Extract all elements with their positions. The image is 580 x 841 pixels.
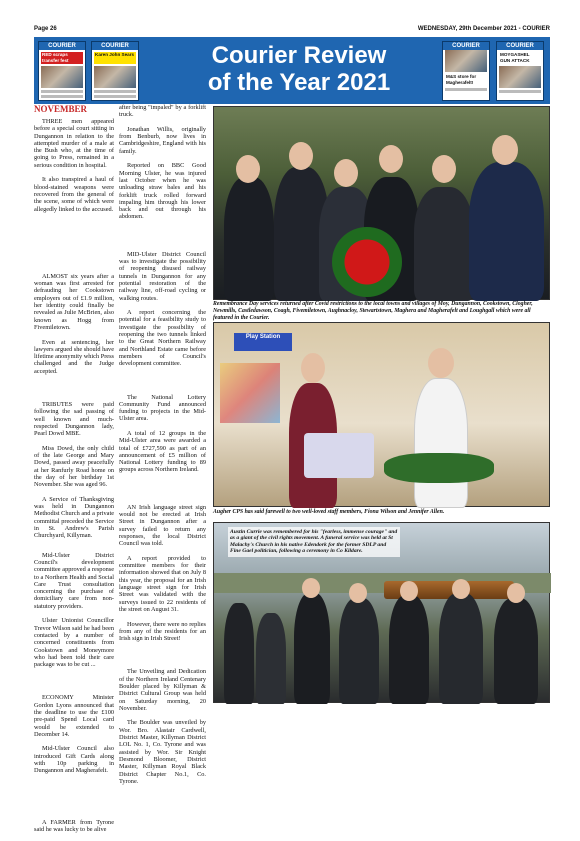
- school-farewell-photo: [213, 322, 550, 507]
- paragraph: Reported on BBC Good Morning Ulster, he was injured last October when he was unloading straw bales and his forklift truck rolled forward impaling him through his lower back and out through his abdomen.: [119, 162, 206, 221]
- paragraph: The Unveiling and Dedication of the Northern Ireland Centenary Boulder placed by Killyman & District Cultural Group was held on Saturday morning, 20 November.: [119, 668, 206, 712]
- banner-title-line: of the Year 2021: [207, 69, 391, 96]
- thumbnail-headline: M&S store for Magherafelt!: [445, 74, 487, 86]
- paragraph: ECONOMY Minister Gordon Lyons announced that the deadline to use the £100 pre-paid Spend Local card would be extended to December 14.: [34, 694, 114, 738]
- paragraph: TRIBUTES were paid following the sad passing of well known and much-respected Dungannon lady, Pearl Dowd MBE.: [34, 401, 114, 438]
- paragraph: A total of 12 groups in the Mid-Ulster area were awarded a total of £727,590 as part of an announcement of £5 million of National Lottery funding to 89 groups across Northern Ireland.: [119, 429, 206, 474]
- front-page-thumbnail: [91, 41, 139, 101]
- paragraph: A report provided to committee members for their information showed that on July 8 this year, the proposal for an Irish language street sign for Irish Street was validated with the surveys issued to 22 residents of the street on August 31.: [119, 554, 206, 613]
- paragraph: The Boulder was unveiled by Wor. Bro. Alastair Cardwell, District Master, Killyman District LOL No. 1, Co. Tyrone and was assisted by Wor. Sir Knight Desmond Bloomer, District Master, Killyman Royal Black District Chapter No.1, Co. Tyrone.: [119, 719, 206, 785]
- remembrance-caption: Remembrance Day services returned after Covid restrictions to the local towns and villages of Moy, Dungannon, Cookstown, Clogher, Newmills, Castledawson, Coagh, Fivemiletown, Aughnacloy, Stewartstown, Maghera and Magherafelt and Loughgall which were all featured in the Courier.: [213, 301, 533, 321]
- thumbnail-headline: Karen John Sears: [94, 52, 136, 64]
- remembrance-photo: [213, 106, 550, 300]
- paragraph: Even at sentencing, her lawyers argued she should have lifetime anonymity which Press challenged and the Judge accepted.: [34, 338, 114, 375]
- banner-title: [194, 42, 404, 96]
- paragraph: ALMOST six years after a woman was first arrested for defrauding her Cookstown employers out of £1.9 million, her identity could finally be revealed as Julie McBrien, also known as Hogg from Fivemiletown.: [34, 272, 114, 331]
- page-number: Page 26: [34, 26, 57, 32]
- thumbnail-masthead: COURIER: [39, 42, 85, 50]
- school-sign: Play Station: [234, 333, 292, 351]
- paragraph: AN Irish language street sign would not be erected at Irish Street in Dungannon after a survey failed to return any responses, the local District Council was told.: [119, 503, 206, 548]
- paragraph: The National Lottery Community Fund announced funding to projects in the Mid-Ulster area.: [119, 393, 206, 423]
- thumbnail-masthead: COURIER: [92, 42, 138, 50]
- paragraph: THREE men appeared before a special court sitting in Dungannon in relation to the attempted murder of a male at the Bush who, at the time of going to Press, remained in a serious condition in hospital.: [34, 118, 114, 169]
- issue-date: WEDNESDAY, 29th December 2021 - COURIER: [417, 26, 550, 32]
- paragraph: A report concerning the potential for a feasibility study to investigate the possibility of reopening the two tunnels linked to the Great Northern Railway and Northland Estate came before members of Council's development committee.: [119, 309, 206, 368]
- paragraph: A FARMER from Tyrone said he was lucky to be alive: [34, 818, 114, 833]
- funeral-caption: Austin Currie was remembered for his "fearless, immense courage" and as a giant of the civil rights movement. A funeral service was held at St Malachy's Church in his native Edendork for the former SDLP and Fine Gael politician, following a ceremony in Co Kildare.: [228, 527, 400, 557]
- thumbnail-masthead: COURIER: [443, 42, 489, 50]
- article-column-2: [119, 104, 206, 792]
- section-heading-november: NOVEMBER: [34, 104, 88, 114]
- front-page-thumbnail: [38, 41, 86, 101]
- paragraph: A Service of Thanksgiving was held in Dungannon Methodist Church and a private committal preceded the Service in St. Andrew's Parish Churchyard, Killyman.: [34, 495, 114, 540]
- paragraph: Jonathan Willis, originally from Benburb, now lives in Cambridgeshire, England with his family.: [119, 125, 206, 155]
- paragraph: MID-Ulster District Council was to investigate the possibility of reopening disused railway tunnels in Dungannon for any potential restoration of the railway line, off-road cycling or walking routes.: [119, 250, 206, 302]
- paragraph: However, there were no replies from any of the residents for an Irish sign in Irish Street!: [119, 620, 206, 643]
- paragraph: Ulster Unionist Councillor Trevor Wilson said he had been contacted by a number of concerned constituents from Cookstown and Moneymore who had been told their care package was to be cut ...: [34, 617, 114, 669]
- page-header: [34, 26, 550, 36]
- paragraph: after being "impaled" by a forklift truck.: [119, 104, 206, 119]
- thumbnail-headline: RED scraps transfer fest: [41, 52, 83, 64]
- front-page-thumbnail: [496, 41, 544, 101]
- paragraph: Miss Dowd, the only child of the late George and Mary Dowd, passed away peacefully at her Ranfurly Road home on the day of her birthday 1st November. She was aged 96.: [34, 444, 114, 489]
- thumbnail-masthead: COURIER: [497, 42, 543, 50]
- review-banner: [34, 37, 550, 104]
- paragraph: It also transpired a haul of blood-stained weapons were recovered from the general of the scene, some of which were allegedly linked to the accused.: [34, 176, 114, 213]
- thumbnail-headline: MOYGASHEL GUN ATTACK: [499, 52, 541, 64]
- paragraph: Mid-Ulster Council also introduced Gift Cards along with 10p parking in Dungannon and Magherafelt.: [34, 745, 114, 775]
- paragraph: Mid-Ulster District Council's development committee approved a response to a Northern Health and Social Care Trust consultation concerning the purchase of domiciliary care from non-statutory providers.: [34, 551, 114, 610]
- banner-title-line: Courier Review: [211, 42, 387, 69]
- front-page-thumbnail: [442, 41, 490, 101]
- school-farewell-caption: Augher CPS has said farewell to two well-loved staff members, Fiona Wilson and Jennifer Allen.: [213, 509, 445, 515]
- article-column-1: [34, 104, 114, 841]
